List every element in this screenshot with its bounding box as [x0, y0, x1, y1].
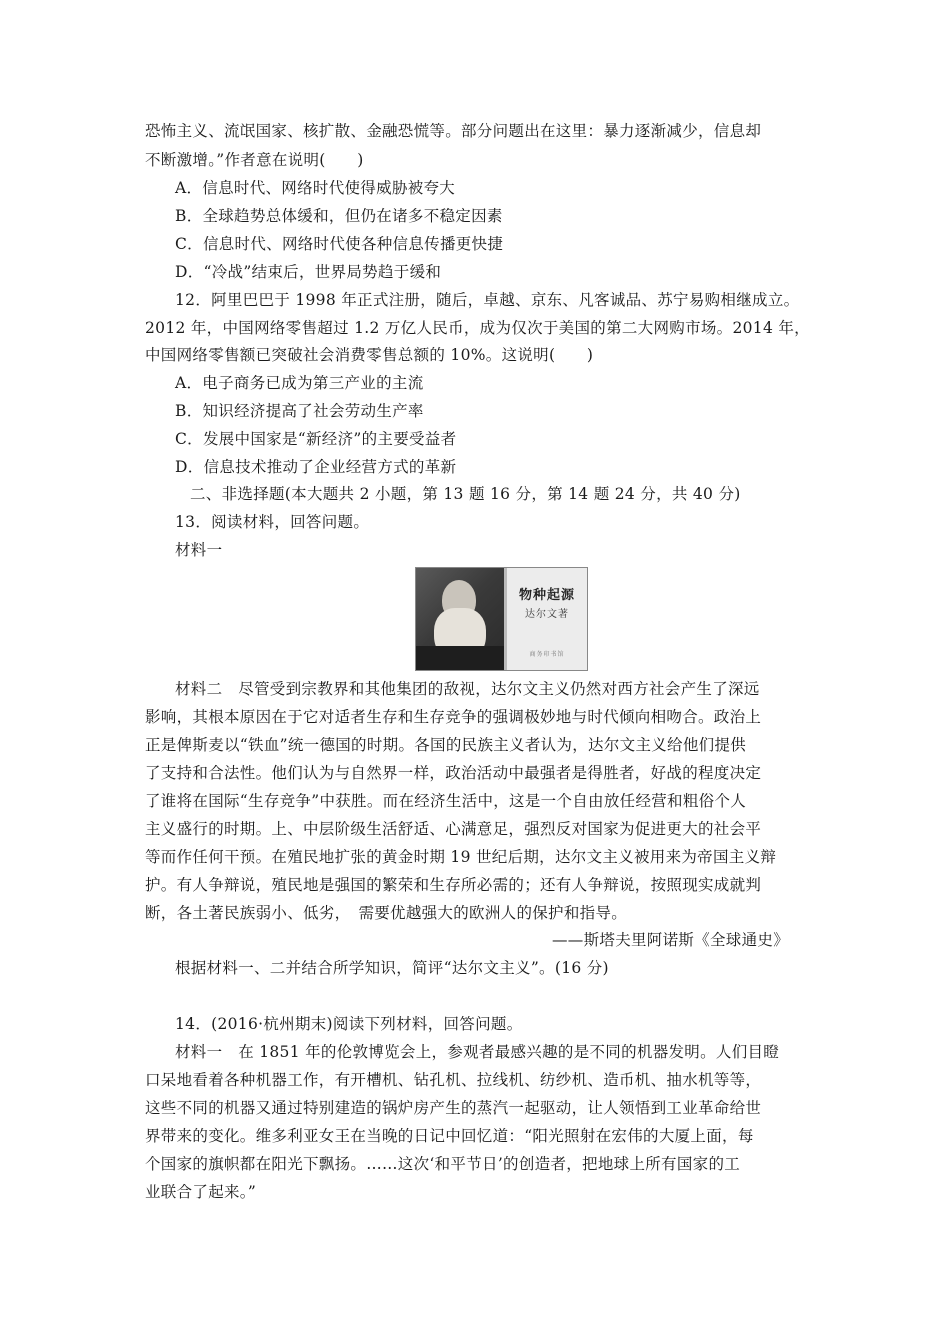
q11-option-d: D．“冷战”结束后，世界局势趋于缓和 [175, 263, 442, 281]
q13-source-citation: ——斯塔夫里阿诺斯《全球通史》 [552, 931, 790, 949]
q11-option-c: C．信息时代、网络时代使各种信息传播更快捷 [175, 235, 504, 253]
q11-text-line-2: 不断激增。”作者意在说明( ) [145, 151, 364, 169]
q11-text-line-1: 恐怖主义、流氓国家、核扩散、金融恐慌等。部分问题出在这里：暴力逐渐减少，信息却 [145, 122, 762, 140]
q12-text-line-1: 12．阿里巴巴于 1998 年正式注册，随后，卓越、京东、凡客诚品、苏宁易购相继成立。 [175, 291, 800, 309]
q14-material-1-line-3: 这些不同的机器又通过特别建造的锅炉房产生的蒸汽一起驱动，让人领悟到工业革命给世 [145, 1099, 762, 1117]
q13-material-2-line-2: 影响，其根本原因在于它对适者生存和生存竞争的强调极妙地与时代倾向相吻合。政治上 [145, 708, 762, 726]
q14-material-1-line-6: 业联合了起来。” [145, 1183, 257, 1201]
q14-material-1-line-1: 材料一 在 1851 年的伦敦博览会上，参观者最感兴趣的是不同的机器发明。人们目瞪 [175, 1043, 780, 1061]
section-2-heading: 二、非选择题(本大题共 2 小题，第 13 题 16 分，第 14 题 24 分，共 40 分) [190, 485, 741, 503]
q11-option-b: B．全球趋势总体缓和，但仍在诸多不稳定因素 [175, 207, 503, 225]
darwin-portrait-image [416, 568, 504, 670]
q13-material-2-line-3: 正是俾斯麦以“铁血”统一德国的时期。各国的民族主义者认为，达尔文主义给他们提供 [145, 736, 747, 754]
q12-option-d: D．信息技术推动了企业经营方式的革新 [175, 458, 457, 476]
q13-material-2-line-5: 了谁将在国际“生存竞争”中获胜。而在经济生活中，这是一个自由放任经营和粗俗个人 [145, 792, 747, 810]
q13-material-2-line-8: 护。有人争辩说，殖民地是强国的繁荣和生存所必需的；还有人争辩说，按照现实成就判 [145, 876, 762, 894]
q13-intro: 13．阅读材料，回答问题。 [175, 513, 370, 531]
q14-material-1-line-4: 界带来的变化。维多利亚女王在当晚的日记中回忆道：“阳光照射在宏伟的大厦上面，每 [145, 1127, 754, 1145]
q14-material-1-line-2: 口呆地看着各种机器工作，有开槽机、钻孔机、拉线机、纺纱机、造币机、抽水机等等， [145, 1071, 762, 1089]
book-title: 物种起源 [518, 588, 575, 603]
book-publisher: 商务印书馆 [529, 651, 565, 658]
q14-material-1-line-5: 个国家的旗帜都在阳光下飘扬。……这次‘和平节日’的创造者，把地球上所有国家的工 [145, 1155, 741, 1173]
q12-text-line-2: 2012 年，中国网络零售超过 1.2 万亿人民币，成为仅次于美国的第二大网购市场。2014 年， [145, 319, 810, 337]
book-cover-image [504, 568, 587, 670]
darwin-figure [415, 567, 588, 671]
q13-question: 根据材料一、二并结合所学知识，简评“达尔文主义”。(16 分) [175, 959, 609, 977]
q12-option-b: B．知识经济提高了社会劳动生产率 [175, 402, 424, 420]
q13-material-2-line-4: 了支持和合法性。他们认为与自然界一样，政治活动中最强者是得胜者，好战的程度决定 [145, 764, 762, 782]
q12-text-line-3: 中国网络零售额已突破社会消费零售总额的 10%。这说明( ) [145, 346, 594, 364]
q14-intro: 14．(2016·杭州期末)阅读下列材料，回答问题。 [175, 1015, 523, 1033]
q13-material-2-line-6: 主义盛行的时期。上、中层阶级生活舒适、心满意足，强烈反对国家为促进更大的社会平 [145, 820, 762, 838]
q11-option-a: A．信息时代、网络时代使得威胁被夸大 [175, 179, 456, 197]
q13-material-1-label: 材料一 [175, 541, 223, 559]
q12-option-c: C．发展中国家是“新经济”的主要受益者 [175, 430, 457, 448]
q13-material-2-line-1: 材料二 尽管受到宗教界和其他集团的敌视，达尔文主义仍然对西方社会产生了深远 [175, 680, 760, 698]
book-author: 达尔文著 [525, 609, 569, 620]
q13-material-2-line-9: 断，各土著民族弱小、低劣， 需要优越强大的欧洲人的保护和指导。 [145, 904, 628, 922]
q13-material-2-line-7: 等而作任何干预。在殖民地扩张的黄金时期 19 世纪后期，达尔文主义被用来为帝国主义辩 [145, 848, 777, 866]
q12-option-a: A．电子商务已成为第三产业的主流 [175, 374, 424, 392]
